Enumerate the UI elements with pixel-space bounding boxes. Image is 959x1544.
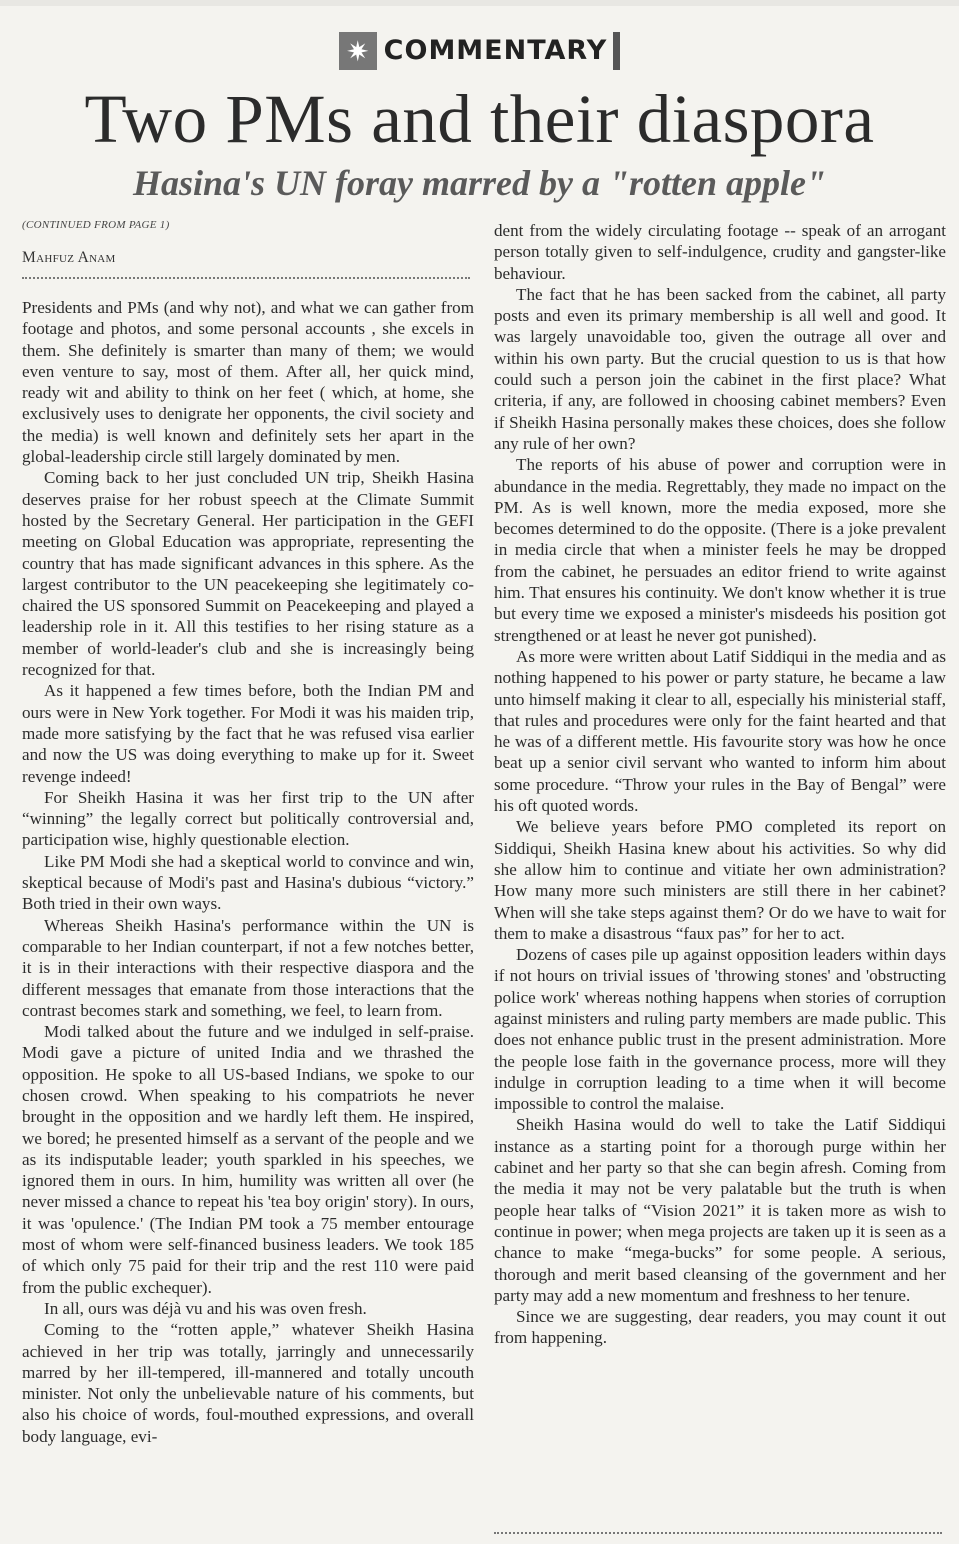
subheadline: Hasina's UN foray marred by a "rotten apple" bbox=[133, 163, 826, 203]
paragraph: Since we are suggesting, dear readers, you may count it out from happening. bbox=[494, 1307, 946, 1348]
right-column bbox=[494, 220, 946, 1349]
paragraph: The reports of his abuse of power and corruption were in abundance in the media. Regrettably, they made no impact on the PM. As is well known, more the media exposed, more she becomes determined to do the opposite. (There is a joke prevalent in media circle that when a minister feels he may be dropped from the cabinet, he persuades an editor friend to write against him. That ensures his continuity. We don't know whether it is true but every time we exposed a minister's misdeeds his position got strengthened or at least he never got punished). bbox=[494, 455, 946, 645]
page-top-edge bbox=[0, 0, 959, 6]
paragraph: Dozens of cases pile up against opposition leaders within days if not hours on trivial issues of 'throwing stones' and 'obstructing police work' whereas nothing happens when stories of corruption against ministers and ruling party members are made public. This does not enhance public trust in the present administration. More the people lose faith in the governance process, more will they indulge in corruption leading to a time when it will become impossible to control the malaise. bbox=[494, 945, 946, 1114]
section-kicker bbox=[0, 32, 959, 70]
section-kicker-box bbox=[339, 32, 621, 70]
section-label: COMMENTARY bbox=[383, 35, 608, 66]
paragraph: dent from the widely circulating footage -- speak of an arrogant person totally given to self-indulgence, crudity and gangster-like behaviour. bbox=[494, 221, 946, 283]
paragraph: As it happened a few times before, both the Indian PM and ours were in New York together. For Modi it was his maiden trip, made more satisfying by the fact that he was refused visa earlier and now the US was doing everything to make up for it. Sweet revenge indeed! bbox=[22, 681, 474, 786]
star-burst-icon: ✷ bbox=[339, 32, 377, 70]
paragraph: Sheikh Hasina would do well to take the Latif Siddiqui instance as a starting point for a thorough purge within her cabinet and her party so that she can begin afresh. Coming from the media it may not be very palatable but the truth is when people hear talks of “Vision 2021” it is taken more as wish to continue in power; when mega projects are taken up it is seen as a chance to make “mega-bucks” for some people. A serious, thorough and merit based cleansing of the government and her party may add a new momentum and freshness to her tenure. bbox=[494, 1115, 946, 1305]
paragraph: Presidents and PMs (and why not), and what we can gather from footage and photos, and some personal accounts , she excels in them. She definitely is smarter than many of them; we would even venture to say, most of them. After all, her quick mind, ready wit and ability to think on her feet ( which, at home, she exclusively uses to denigrate her opponents, the civil society and the media) is well known and definitely sets her apart in the global-leadership circle still largely dominated by men. bbox=[22, 298, 474, 467]
paragraph: Like PM Modi she had a skeptical world to convince and win, skeptical because of Modi's past and Hasina's dubious “victory.” Both tried in their own ways. bbox=[22, 851, 474, 914]
paragraph: As more were written about Latif Siddiqui in the media and as nothing happened to his power or party stature, he became a law unto himself making it clear to all, especially his ministerial staff, that rules and procedures were only for the faint hearted and that he was of a different mettle. His favourite story was how he once beat up a senior civil servant who wanted to inform him about some procedure. “Throw your rules in the Bay of Bengal” were his oft quoted words. bbox=[494, 646, 946, 816]
continued-note: (CONTINUED FROM PAGE 1) bbox=[22, 219, 170, 231]
byline-divider bbox=[22, 277, 470, 279]
paragraph: Coming back to her just concluded UN trip, Sheikh Hasina deserves praise for her robust speech at the Climate Summit hosted by the Secretary General. Her participation in the GEFI meeting on Global Education was appropriate, representing the country that has made significant advances in this sphere. As the largest contributor to the UN peacekeeping she legitimately co-chaired the US sponsored Summit on Peacekeeping and played a leadership role in it. All this testifies to her rising stature as a member of world-leader's club and she is increasingly being recognized for that. bbox=[22, 468, 474, 680]
paragraph: Coming to the “rotten apple,” whatever Sheikh Hasina achieved in her trip was totally, jarringly and unnecessarily marred by her ill-tempered, ill-mannered and totally uncouth minister. Not only the unbelievable nature of his comments, but also his choice of words, foul-mouthed expressions, and overall body language, evi- bbox=[22, 1320, 474, 1446]
paragraph: For Sheikh Hasina it was her first trip to the UN after “winning” the legally correct but politically controversial and, participation wise, highly questionable election. bbox=[22, 787, 474, 850]
headline: Two PMs and their diaspora bbox=[84, 81, 875, 157]
paragraph: We believe years before PMO completed its report on Siddiqui, Sheikh Hasina knew about his activities. So why did she allow him to continue and vitiate her own administration? How many more such ministers are still there in her cabinet? When will she take steps against them? Or do we have to wait for them to make a disastrous “faux pas” for her to act. bbox=[494, 817, 946, 943]
paragraph: The fact that he has been sacked from the cabinet, all party posts and even its primary membership is all well and good. It was largely unavoidable too, given the outrage all over and within his own party. But the crucial question to us is that how could such a person join the cabinet in the first place? What criteria, if any, are followed in choosing cabinet members? Even if Sheikh Hasina personally makes these choices, does she follow any rule of her own? bbox=[494, 284, 946, 453]
article-end-divider bbox=[494, 1532, 942, 1534]
paragraph: Whereas Sheikh Hasina's performance within the UN is comparable to her Indian counterpart, if not a few notches better, it is in their interactions with their respective diaspora and the different messages that emanate from those interactions that the contrast becomes stark and something, we feel, to learn from. bbox=[22, 915, 474, 1020]
left-column bbox=[22, 297, 474, 1544]
paragraph: Modi talked about the future and we indulged in self-praise. Modi gave a picture of united India and we thrashed the opposition. He spoke to all US-based Indians, we spoke to our chosen crowd. When speaking to his compatriots he never brought in the opposition and we hardly left them. He inspired, we bored; he presented himself as a servant of the people and we as its indisputable leader; youth sparkled in his speeches, we ignored them in ours. In him, humility was written all over (he never missed a chance to repeat his 'tea boy origin' story). In ours, it was 'opulence.' (The Indian PM took a 75 member entourage most of whom were self-financed business leaders. We took 185 of which only 75 paid for their trip and the rest 110 were paid from the public exchequer). bbox=[22, 1022, 474, 1297]
author-byline: Mahfuz Anam bbox=[22, 249, 116, 266]
paragraph: In all, ours was déjà vu and his was oven fresh. bbox=[44, 1298, 367, 1318]
